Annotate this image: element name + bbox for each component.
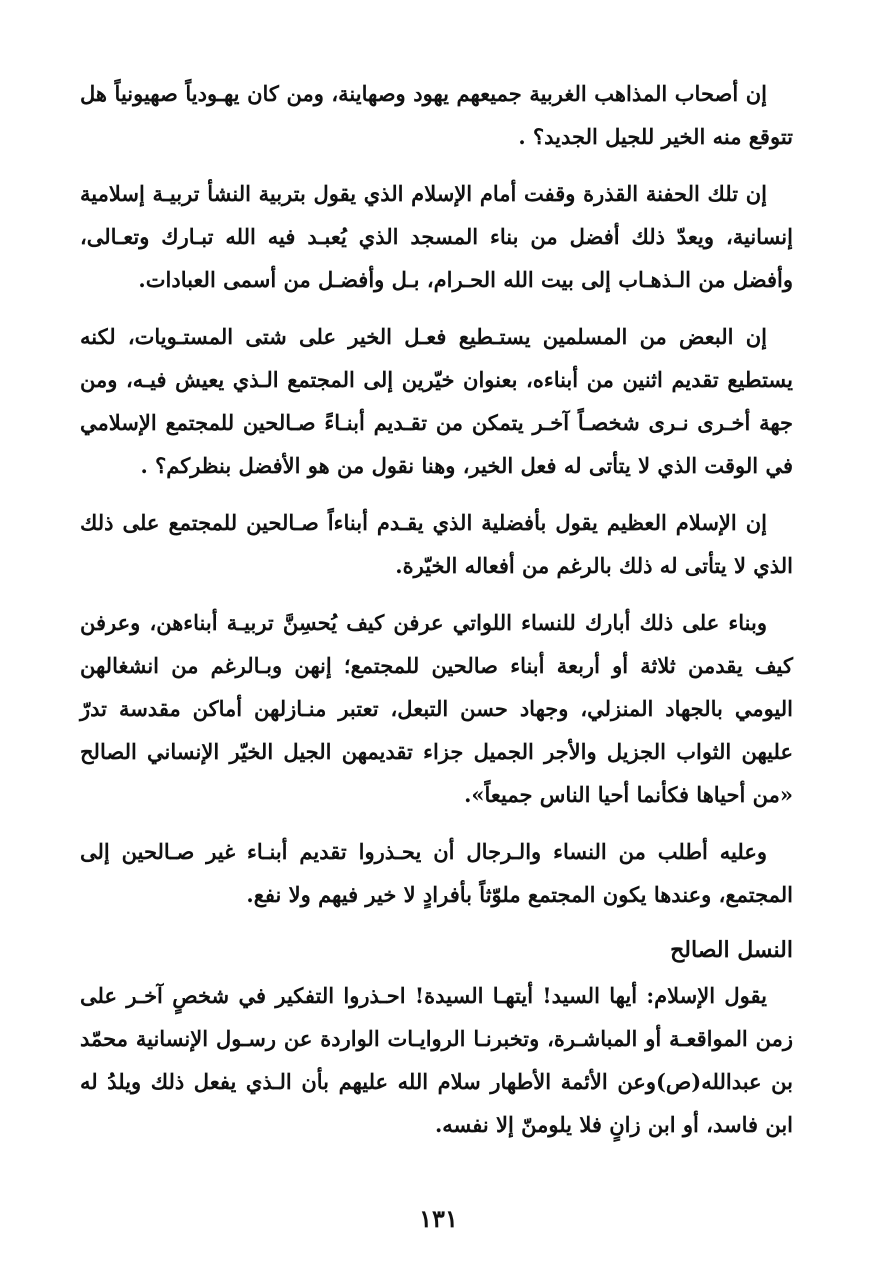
paragraph-1: إن أصحاب المذاهب الغربية جميعهم يهود وصهاينة، ومن كان يهـودياً صهيونياً هل تتوقع منه الخير للجيل الجديد؟ . bbox=[80, 81, 793, 149]
paragraph-2: إن تلك الحفنة القذرة وقفت أمام الإسلام الذي يقول بتربية النشأ تربيـة إسلامية إنسانية، ويعدّ ذلك أفضل من بناء المسجد الذي يُعبـد فيه الله تبـارك وتعـالى، وأفضل من الـذهـاب إلى بيت الله الحـرام، بـل وأفضـل من أسمى العبادات. bbox=[80, 181, 793, 292]
paragraph-4: إن الإسلام العظيم يقول بأفضلية الذي يقـدم أبناءاً صـالحين للمجتمع على ذلك الذي لا يتأتى له ذلك بالرغم من أفعاله الخيّرة. bbox=[80, 510, 793, 578]
section-heading: النسل الصالح bbox=[670, 937, 793, 963]
page-number: ١٣١ bbox=[419, 1204, 458, 1233]
paragraph-5: وبناء على ذلك أبارك للنساء اللواتي عرفن كيف يُحسِنَّ تربيـة أبناءهن، وعرفن كيف يقدمن ثلاثة أو أربعة أبناء صالحين للمجتمع؛ إنهن وبـالرغم من انشغالهن اليومي بالجهاد المنزلي، وجهاد حسن التبعل، تعتبر منـازلهن أماكن مقدسة تدرّ عليهن الثواب الجزيل والأجر الجميل جزاء تقديمهن الجيل الخيّر الإنساني الصالح «من أحياها فكأنما أحيا الناس جميعاً». bbox=[80, 610, 793, 807]
section-paragraph: يقول الإسلام: أيها السيد! أيتهـا السيدة! احـذروا التفكير في شخصٍ آخـر على زمن المواقعـة أو المباشـرة، وتخبرنـا الروايـات الواردة عن رسـول الإنسانية محمّد بن عبدالله(ص)وعن الأئمة الأطهار سلام الله عليهم بأن الـذي يفعل ذلك ويلدُ له ابن فاسد، أو ابن زانٍ فلا يلومنّ إلا نفسه. bbox=[80, 983, 793, 1137]
paragraph-6: وعليه أطلب من النساء والـرجال أن يحـذروا تقديم أبنـاء غير صـالحين إلى المجتمع، وعندها يكون المجتمع ملوّثاً بأفرادٍ لا خير فيهم ولا نفع. bbox=[80, 839, 793, 907]
book-page bbox=[80, 72, 793, 1222]
paragraph-3: إن البعض من المسلمين يستـطيع فعـل الخير على شتى المستـويات، لكنه يستطيع تقديم اثنين من أبناءه، بعنوان خيّرين إلى المجتمع الـذي يعيش فيـه، ومن جهة أخـرى نـرى شخصـاً آخـر يتمكن من تقـديم أبنـاءً صـالحين للمجتمع الإسلامي في الوقت الذي لا يتأتى له فعل الخير، وهنا نقول من هو الأفضل بنظركم؟ . bbox=[80, 324, 793, 478]
